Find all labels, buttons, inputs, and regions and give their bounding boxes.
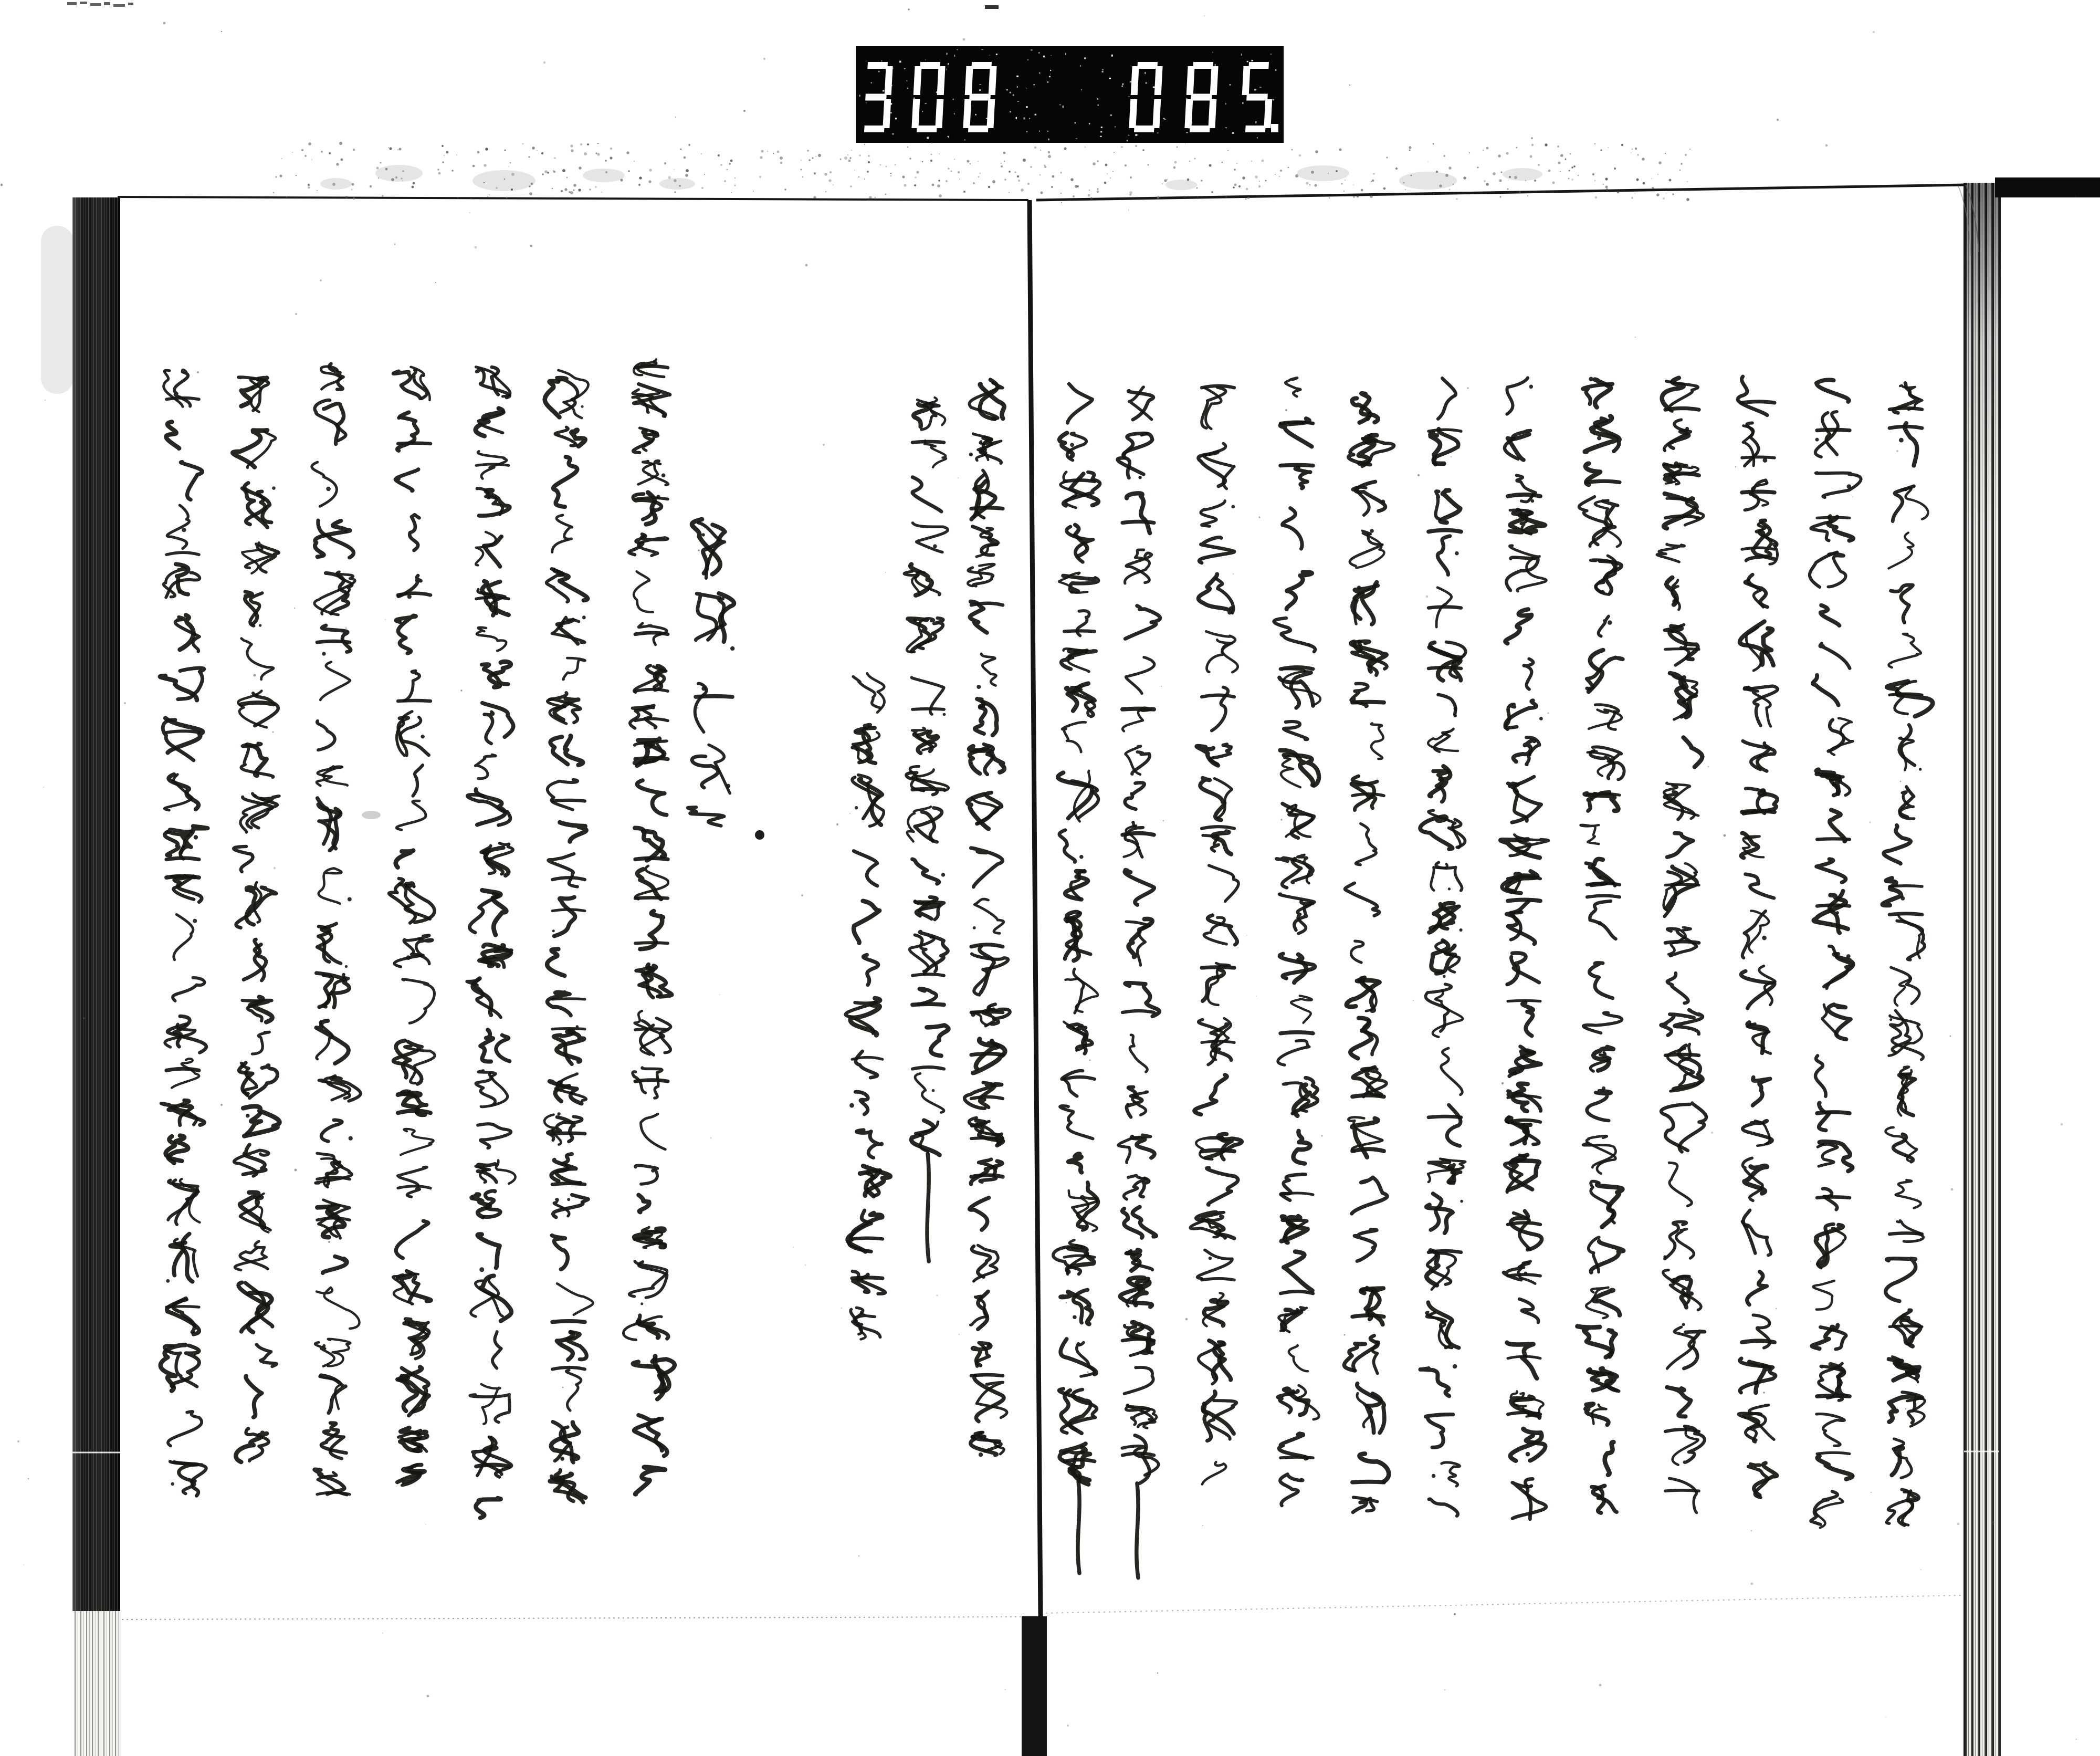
handwritten-column bbox=[1883, 383, 1933, 1525]
decimal-point bbox=[1271, 124, 1278, 132]
seven-segment-digit bbox=[911, 62, 946, 132]
handwritten-column bbox=[1578, 377, 1624, 1513]
handwritten-column bbox=[1190, 386, 1242, 1485]
section-title-column bbox=[688, 519, 734, 826]
seven-segment-digit bbox=[1184, 62, 1219, 132]
handwritten-column bbox=[1274, 378, 1320, 1506]
handwritten-column bbox=[312, 364, 361, 1495]
handwritten-column bbox=[1344, 393, 1394, 1512]
seven-segment-digit bbox=[963, 62, 997, 132]
handwritten-column bbox=[1738, 377, 1778, 1498]
handwritten-column bbox=[160, 370, 208, 1496]
handwritten-column bbox=[1118, 387, 1160, 1578]
handwritten-column bbox=[467, 367, 515, 1518]
seven-segment-digit bbox=[864, 62, 893, 132]
handwritten-column bbox=[233, 377, 279, 1462]
handwritten-column bbox=[1500, 378, 1548, 1519]
handwritten-column bbox=[623, 359, 674, 1494]
signature-column bbox=[846, 673, 890, 1339]
handwritten-column bbox=[389, 367, 435, 1486]
seven-segment-digit bbox=[1129, 62, 1163, 132]
handwritten-column bbox=[964, 380, 1010, 1457]
handwritten-column bbox=[1420, 378, 1465, 1516]
handwritten-column bbox=[544, 370, 593, 1502]
handwritten-column bbox=[1657, 378, 1706, 1513]
handwritten-column bbox=[1810, 380, 1861, 1528]
seven-segment-digit bbox=[1240, 62, 1274, 132]
handwritten-column bbox=[904, 398, 948, 1261]
handwritten-column bbox=[1053, 384, 1100, 1573]
